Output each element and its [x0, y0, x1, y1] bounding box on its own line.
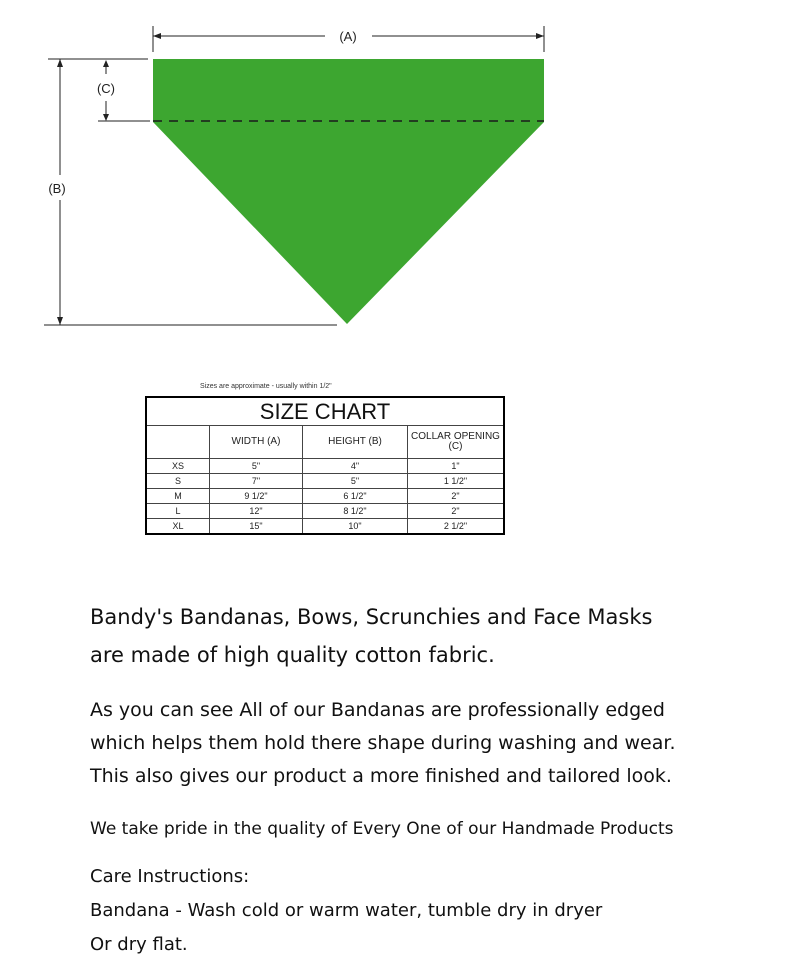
table-row	[146, 459, 504, 474]
collar-cell: 2"	[408, 504, 505, 519]
edging-line: This also gives our product a more finished and tailored look.	[90, 765, 672, 787]
collar-cell: 1 1/2"	[408, 474, 505, 489]
care-heading: Care Instructions:	[90, 866, 250, 887]
width-cell: 5"	[210, 459, 303, 474]
size-cell: L	[146, 504, 210, 519]
dimension-a	[153, 26, 544, 52]
label-a: (A)	[339, 29, 357, 44]
edging-line: which helps them hold there shape during washing and wear.	[90, 732, 676, 754]
intro-line: are made of high quality cotton fabric.	[90, 643, 495, 667]
width-cell: 7"	[210, 474, 303, 489]
size-cell: XL	[146, 519, 210, 535]
height-cell: 5"	[303, 474, 408, 489]
bandana-shape	[153, 59, 544, 324]
table-row	[146, 489, 504, 504]
care-instructions	[90, 860, 602, 962]
care-line: Bandana - Wash cold or warm water, tumble dry in dryer	[90, 900, 603, 921]
edging-paragraph	[90, 694, 676, 793]
care-line: Or dry flat.	[90, 934, 188, 955]
label-b: (B)	[48, 181, 66, 196]
intro-paragraph	[90, 598, 652, 674]
height-cell: 6 1/2"	[303, 489, 408, 504]
dimension-c	[97, 60, 150, 121]
column-header-size	[146, 426, 210, 459]
size-chart-table	[145, 396, 505, 535]
size-cell: XS	[146, 459, 210, 474]
collar-cell: 2 1/2"	[408, 519, 505, 535]
bandana-diagram	[0, 0, 794, 345]
column-header-width: WIDTH (A)	[210, 426, 303, 459]
width-cell: 12"	[210, 504, 303, 519]
table-row	[146, 519, 504, 535]
size-cell: M	[146, 489, 210, 504]
width-cell: 9 1/2"	[210, 489, 303, 504]
table-row	[146, 474, 504, 489]
label-c: (C)	[96, 81, 116, 96]
table-header-row	[146, 426, 504, 459]
size-cell: S	[146, 474, 210, 489]
collar-cell: 2"	[408, 489, 505, 504]
column-header-height: HEIGHT (B)	[303, 426, 408, 459]
width-cell: 15"	[210, 519, 303, 535]
table-row	[146, 504, 504, 519]
height-cell: 8 1/2"	[303, 504, 408, 519]
column-header-collar: COLLAR OPENING (C)	[408, 426, 505, 459]
intro-line: Bandy's Bandanas, Bows, Scrunchies and Face Masks	[90, 605, 653, 629]
height-cell: 4"	[303, 459, 408, 474]
pride-statement: We take pride in the quality of Every One of our Handmade Products	[90, 819, 674, 839]
edging-line: As you can see All of our Bandanas are professionally edged	[90, 699, 665, 721]
height-cell: 10"	[303, 519, 408, 535]
size-chart-title: SIZE CHART	[146, 397, 504, 426]
size-chart-note: Sizes are approximate - usually within 1/2"	[200, 383, 332, 390]
collar-cell: 1"	[408, 459, 505, 474]
